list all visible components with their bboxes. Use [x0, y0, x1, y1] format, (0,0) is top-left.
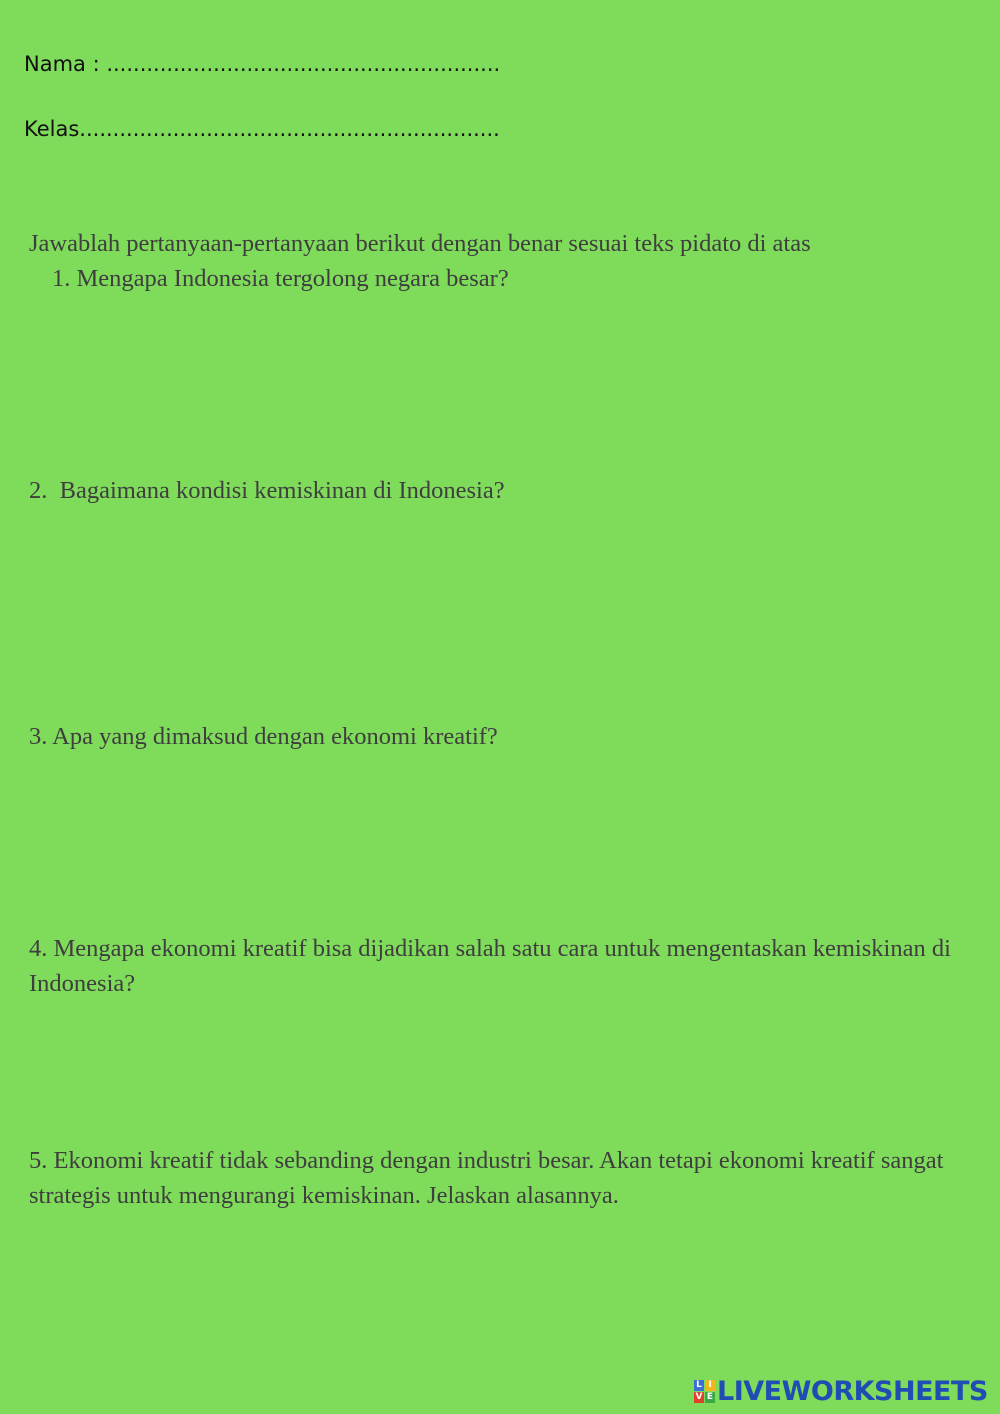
question-number: 4.	[29, 935, 48, 962]
logo-text: LIVEWORKSHEETS	[717, 1375, 988, 1407]
question-text: Mengapa ekonomi kreatif bisa dijadikan salah satu cara untuk mengentaskan kemiskinan di Indonesia?	[29, 935, 951, 997]
instruction-text: Jawablah pertanyaan-pertanyaan berikut dengan benar sesuai teks pidato di atas	[29, 230, 811, 257]
question-2	[29, 473, 959, 508]
question-text: Apa yang dimaksud dengan ekonomi kreatif?	[52, 723, 498, 750]
question-text: Ekonomi kreatif tidak sebanding dengan industri besar. Akan tetapi ekonomi kreatif sangat strategis untuk mengurangi kemiskinan. Jelaskan alasannya.	[29, 1147, 944, 1209]
question-4	[29, 931, 959, 1001]
question-text: Mengapa Indonesia tergolong negara besar?	[76, 265, 509, 292]
name-field: Nama : ...........................................................	[24, 52, 501, 76]
answer-area-1[interactable]	[29, 300, 969, 460]
logo-letter-l: L	[694, 1380, 704, 1391]
question-number: 5.	[29, 1147, 48, 1174]
question-number: 1.	[52, 265, 71, 292]
logo-letter-e: E	[706, 1392, 714, 1402]
logo-letter-i: I	[705, 1380, 715, 1391]
answer-area-4[interactable]	[29, 1005, 969, 1135]
answer-area-3[interactable]	[29, 758, 969, 918]
logo-letter-v: V	[695, 1392, 703, 1402]
question-3	[29, 719, 959, 754]
liveworksheets-logo	[694, 1374, 988, 1408]
question-number: 2.	[29, 477, 48, 504]
question-text: Bagaimana kondisi kemiskinan di Indonesia?	[59, 477, 505, 504]
logo-mark-icon	[694, 1380, 715, 1403]
question-5	[29, 1143, 959, 1213]
class-field: Kelas...............................................................	[24, 117, 500, 141]
question-number: 3.	[29, 723, 48, 750]
answer-area-5[interactable]	[29, 1218, 969, 1358]
question-1	[52, 261, 982, 296]
answer-area-2[interactable]	[29, 512, 969, 712]
